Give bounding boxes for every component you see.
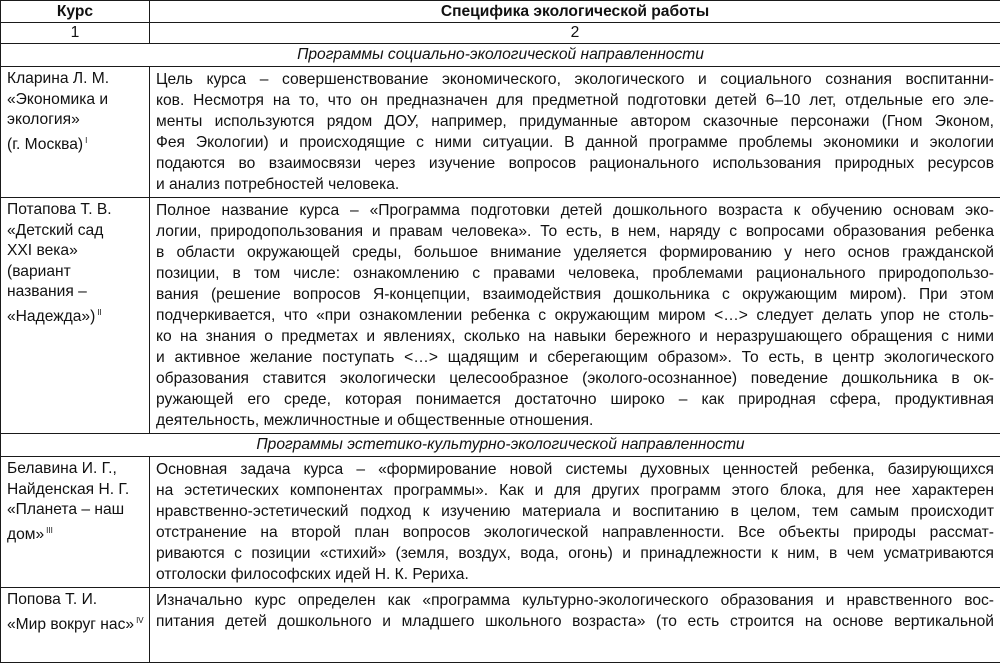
course-line-text: дом» xyxy=(7,526,44,543)
header-specifics: Специфика экологической работы xyxy=(150,1,1000,23)
column-number-row xyxy=(1,23,1000,44)
text-line: Изначально курс определен как «программа культурно-экологического образования и нравственного вос- xyxy=(156,590,994,611)
text-line: вания (решение вопросов Я-концепции, взаимодействия дошкольника с окружающим миром). При этом xyxy=(156,284,994,305)
text-line: отголоски философских идей Н. К. Рериха. xyxy=(156,564,994,585)
text-line: и анализ потребностей человека. xyxy=(156,174,994,195)
section-title: Программы социально-экологической направленности xyxy=(1,44,1000,67)
text-line: деятельность, межличностные и общественные отношения. xyxy=(156,410,994,431)
text-line: отстранение на второй план вопросов экологической направленности. Все объекты природы рассмат- xyxy=(156,522,994,543)
specifics-cell xyxy=(150,457,1000,588)
course-cell xyxy=(1,457,150,588)
course-line: названия – xyxy=(7,282,143,303)
course-line xyxy=(7,521,143,546)
text-line: позиции, в том числе: ознакомлению с правами человека, проблемами рационального природопользо- xyxy=(156,263,994,284)
column-number-2: 2 xyxy=(150,23,1000,44)
text-line: и активное желание поступать <…> щадящим и сберегающим образом». То есть, в центр экологического xyxy=(156,347,994,368)
text-line: образования ставится экологически целесообразное (эколого-осознанное) поведение дошкольника в ок- xyxy=(156,368,994,389)
course-line-text: «Надежда») xyxy=(7,308,95,325)
footnote-marker: IV xyxy=(136,616,144,625)
table-row xyxy=(1,588,1000,663)
course-line: экология» xyxy=(7,110,143,131)
section-title: Программы эстетико-культурно-экологической направленности xyxy=(1,434,1000,457)
text-line: Цель курса – совершенствование экономического, экологического и социального сознания воспитанни- xyxy=(156,69,994,90)
course-line: «Планета – наш xyxy=(7,500,143,521)
course-line xyxy=(7,611,143,636)
course-line: Попова Т. И. xyxy=(7,590,143,611)
text-line: в области окружающей среды, большое внимание уделяется формированию у него основ гражданской xyxy=(156,242,994,263)
text-line: на эстетических компонентах программы». Как и для других программ этого блока, для нее характерен xyxy=(156,480,994,501)
specifics-cell xyxy=(150,198,1000,434)
text-line: логии, природопользования и правам человека». То есть, в нем, наряду с вопросами образования ребенка xyxy=(156,221,994,242)
section-row xyxy=(1,434,1000,457)
course-line: Белавина И. Г., xyxy=(7,459,143,480)
text-line: риваются с позиции «стихий» (земля, воздух, вода, огонь) и принадлежности к ним, в чем усматриваются xyxy=(156,543,994,564)
course-cell xyxy=(1,67,150,198)
table-row xyxy=(1,67,1000,198)
course-line: XXI века» xyxy=(7,241,143,262)
course-line-text: (г. Москва) xyxy=(7,136,83,153)
text-line: Основная задача курса – «формирование новой системы духовных ценностей ребенка, базирующихся xyxy=(156,459,994,480)
footnote-marker: I xyxy=(85,136,87,145)
text-line: нравственно-эстетический подход к изучению материала и воспитанию в целом, тем самым происходит xyxy=(156,501,994,522)
course-line: (вариант xyxy=(7,262,143,283)
text-line: ружающей его среде, которая понимается достаточно широко – как природная сфера, продуктивная xyxy=(156,389,994,410)
header-row xyxy=(1,1,1000,23)
course-line-text: «Мир вокруг нас» xyxy=(7,616,134,633)
table-row xyxy=(1,198,1000,434)
header-course: Курс xyxy=(1,1,150,23)
footnote-marker: II xyxy=(97,308,101,317)
course-line: «Детский сад xyxy=(7,221,143,242)
column-number-1: 1 xyxy=(1,23,150,44)
course-line xyxy=(7,303,143,328)
specifics-cell xyxy=(150,588,1000,663)
course-cell xyxy=(1,588,150,663)
specifics-cell xyxy=(150,67,1000,198)
course-line: «Экономика и xyxy=(7,90,143,111)
course-line: Кларина Л. М. xyxy=(7,69,143,90)
table-row xyxy=(1,457,1000,588)
text-line: подаются во взаимосвязи через изучение вопросов рационального использования природных ресурсов xyxy=(156,153,994,174)
text-line: менты используются рядом ДОУ, например, придуманные автором сказочные персонажи (Гном Эконом, xyxy=(156,111,994,132)
section-row xyxy=(1,44,1000,67)
text-line: питания детей дошкольного и младшего школьного возраста» (то есть строится на основе вертикальной xyxy=(156,611,994,632)
text-line: ко на знания о предметах и явлениях, сколько на навыки бережного и неразрушающего обращения с ними xyxy=(156,326,994,347)
footnote-marker: III xyxy=(46,526,53,535)
course-line: Потапова Т. В. xyxy=(7,200,143,221)
course-cell xyxy=(1,198,150,434)
course-line xyxy=(7,131,143,156)
course-line: Найденская Н. Г. xyxy=(7,480,143,501)
text-line: Полное название курса – «Программа подготовки детей дошкольного возраста к обучению основам эко- xyxy=(156,200,994,221)
text-line: Фея Экологии) и происходящие с ними ситуации. В данной программе проблемы экономики и экологии xyxy=(156,132,994,153)
text-line: подчеркивается, что «при ознакомлении ребенка с окружающим миром <…> следует делать упор не столь- xyxy=(156,305,994,326)
text-line: ков. Несмотря на то, что он предназначен для предметной подготовки детей 6–10 лет, отдельные его эле- xyxy=(156,90,994,111)
